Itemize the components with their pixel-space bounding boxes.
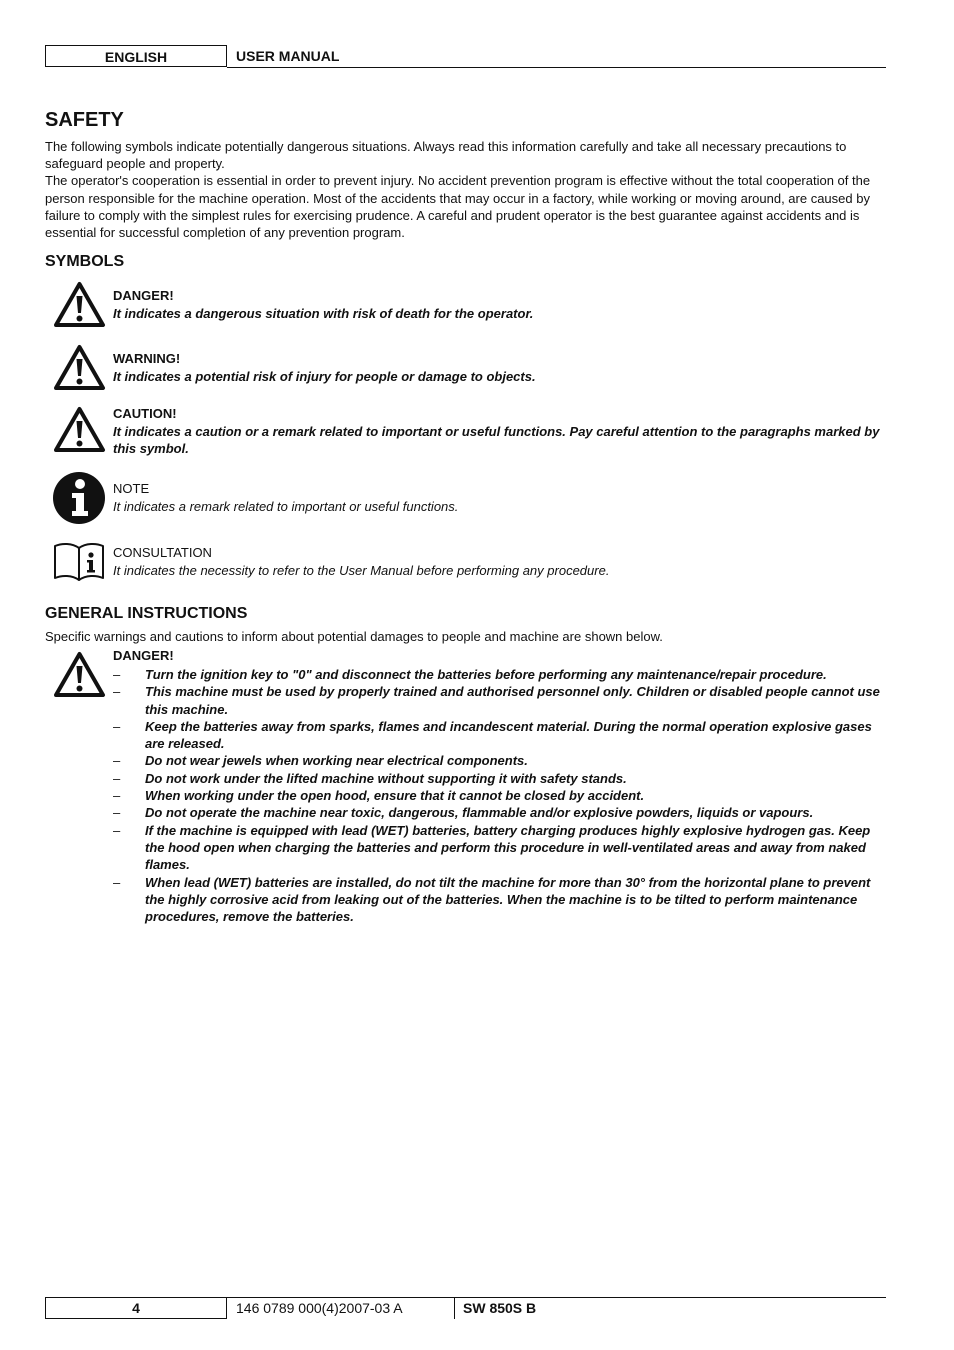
symbol-description: It indicates a caution or a remark related to important or useful functions. Pay careful attention to the paragraphs marked by this symbol. <box>113 423 880 456</box>
list-item <box>113 787 885 804</box>
symbol-caution <box>113 405 883 458</box>
bullet-dash: – <box>113 822 121 838</box>
list-item-text: Keep the batteries away from sparks, flames and incandescent material. During the normal operation explosive gases are released. <box>145 718 872 752</box>
list-item-text: Do not work under the lifted machine without supporting it with safety stands. <box>145 770 627 786</box>
page-number: 4 <box>45 1297 227 1319</box>
list-item-text: Do not wear jewels when working near electrical components. <box>145 753 528 769</box>
symbol-label: DANGER! <box>113 288 174 303</box>
manual-book-icon <box>53 540 105 582</box>
bullet-dash: – <box>113 718 121 734</box>
list-item <box>113 718 885 753</box>
footer-separator <box>454 1297 455 1319</box>
safety-intro-paragraph-1: The following symbols indicate potentially dangerous situations. Always read this information carefully and take all necessary precautions to safeguard people and property. <box>45 139 847 172</box>
list-item-text: When lead (WET) batteries are installed, do not tilt the machine for more than 30° from the horizontal plane to prevent the highly corrosive acid from leaking out of the batteries. When the machine is to be tilted to perform maintenance procedures, remove the batteries. <box>145 874 871 925</box>
warning-triangle-icon <box>53 651 106 698</box>
warning-triangle-icon <box>53 406 106 453</box>
bullet-dash: – <box>113 874 121 890</box>
list-item-text: Turn the ignition key to "0" and disconnect the batteries before performing any maintenance/repair procedure. <box>145 667 827 682</box>
list-item <box>113 770 885 787</box>
symbols-heading: SYMBOLS <box>45 253 125 270</box>
symbol-description: It indicates a potential risk of injury for people or damage to objects. <box>113 368 536 384</box>
list-item-text: If the machine is equipped with lead (WET) batteries, battery charging produces highly explosive hydrogen gas. Keep the hood open when charging the batteries and perform this procedure in well-ventilated areas and away from naked flames. <box>145 822 871 873</box>
list-item <box>113 683 885 718</box>
symbol-label: WARNING! <box>113 351 181 366</box>
list-item-text: Do not operate the machine near toxic, dangerous, flammable and/or explosive powders, liquids or vapours. <box>145 805 814 821</box>
symbol-danger <box>113 287 883 322</box>
footer-rule <box>227 1297 886 1298</box>
bullet-dash: – <box>113 753 121 769</box>
list-item-text: When working under the open hood, ensure that it cannot be closed by accident. <box>145 788 645 804</box>
info-circle-icon <box>52 471 106 525</box>
safety-heading: SAFETY <box>45 109 124 131</box>
symbol-label: CONSULTATION <box>113 545 212 560</box>
manual-title: USER MANUAL <box>236 48 340 64</box>
list-item <box>113 822 885 874</box>
bullet-dash: – <box>113 805 121 821</box>
symbol-note <box>113 480 883 515</box>
list-item <box>113 666 885 683</box>
symbol-label: NOTE <box>113 481 150 496</box>
list-item-text: This machine must be used by properly trained and authorised personnel only. Children or disabled people cannot use this machine. <box>145 684 880 717</box>
bullet-dash: – <box>113 667 121 682</box>
bullet-dash: – <box>113 684 121 700</box>
safety-intro <box>45 138 887 241</box>
symbol-consultation <box>113 544 883 579</box>
symbol-description: It indicates a remark related to important or useful functions. <box>113 498 459 514</box>
header-rule <box>227 67 886 68</box>
warning-triangle-icon <box>53 344 106 391</box>
danger-list <box>113 666 885 925</box>
symbol-warning <box>113 350 883 385</box>
symbol-description: It indicates a dangerous situation with risk of death for the operator. <box>113 305 534 321</box>
symbol-description: It indicates the necessity to refer to the User Manual before performing any procedure. <box>113 562 610 578</box>
general-instructions-intro: Specific warnings and cautions to inform about potential damages to people and machine are shown below. <box>45 629 663 644</box>
bullet-dash: – <box>113 788 121 804</box>
list-item <box>113 752 885 769</box>
list-item <box>113 874 885 926</box>
symbol-label: CAUTION! <box>113 406 177 421</box>
language-label: ENGLISH <box>45 45 227 67</box>
model-name: SW 850S B <box>463 1300 537 1316</box>
safety-intro-paragraph-2: The operator's cooperation is essential in order to prevent injury. No accident prevention program is effective without the total cooperation of the person responsible for the machine operation. Most of the accidents that may occur in a factory, while working or moving around, are caused by failure to comply with the simplest rules for exercising prudence. A careful and prudent operator is the best guarantee against accidents and is essential for successful completion of any prevention program. <box>45 173 871 241</box>
warning-triangle-icon <box>53 281 106 328</box>
list-item <box>113 804 885 821</box>
danger-label: DANGER! <box>113 648 174 663</box>
document-code: 146 0789 000(4)2007-03 A <box>236 1300 403 1316</box>
general-instructions-heading: GENERAL INSTRUCTIONS <box>45 605 248 622</box>
bullet-dash: – <box>113 770 121 786</box>
